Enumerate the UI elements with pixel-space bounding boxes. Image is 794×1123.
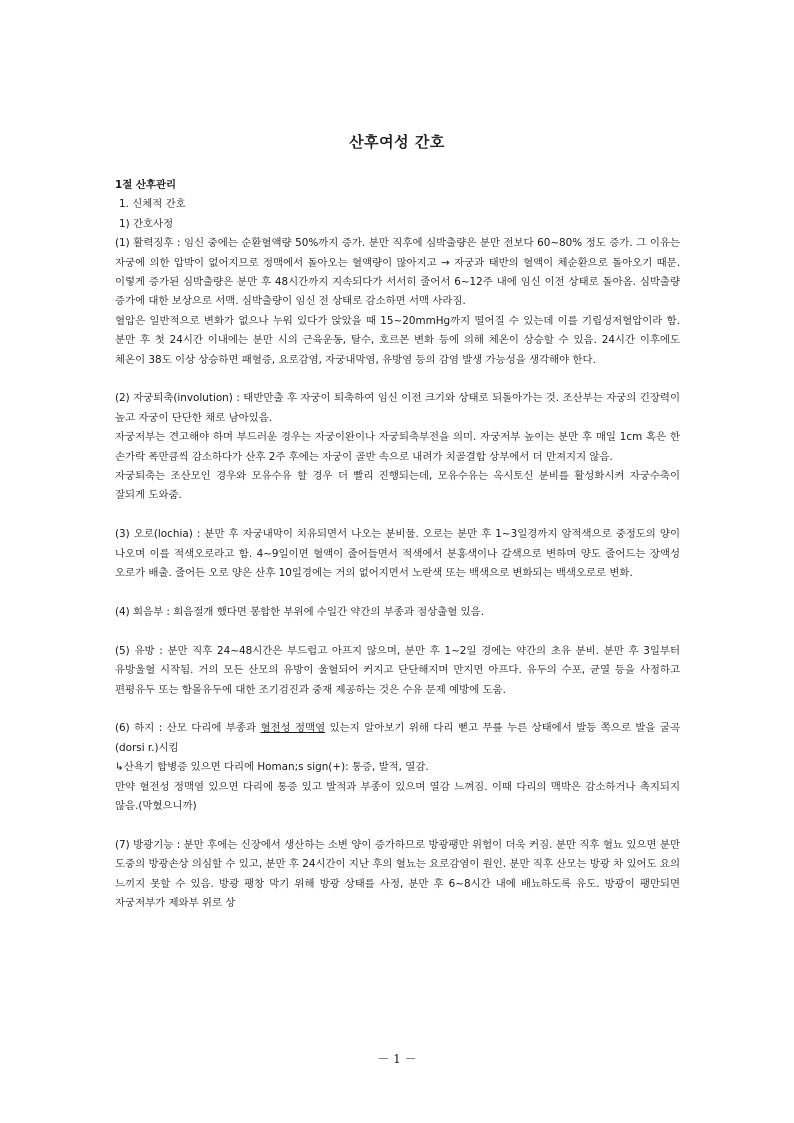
paragraph-involution: (2) 자궁퇴축(involution) : 태반만출 후 자궁이 퇴축하여 임신 이전 크기와 상태로 되돌아가는 것. 조산부는 자궁의 긴장력이 높고 자궁이 단단한 채로 남아있음. xyxy=(115,392,680,424)
paragraph-lower-extremities xyxy=(115,719,680,758)
section-heading: 1절 산후관리 xyxy=(115,179,177,191)
underlined-term: 혈전성 정맥염 xyxy=(260,722,326,735)
paragraph-breastfeeding-involution: 자궁퇴축는 조산모인 경우와 모유수유 할 경우 더 빨리 진행되는데, 모유수유는 옥시토신 분비를 활성화시켜 자궁수축이 잘되게 도와줌. xyxy=(115,470,680,502)
page-number: － 1 － xyxy=(377,1052,417,1066)
paragraph-blood-pressure: 혈압은 일반적으로 변화가 없으나 누워 있다가 앉았을 때 15~20mmHg까지 떨어질 수 있는데 이를 기립성저혈압이라 함. 분만 후 첫 24시간 이내에는 분만 시의 근육운동, 탈수, 호르몬 변화 등에 의해 체온이 상승할 수 있음. 24시간 이후에도 체온이 38도 이상 상승하면 패혈증, 요로감염, 자궁내막염, 유방염 등의 감염 발생 가능성을 생각해야 한다. xyxy=(115,314,680,366)
spacer xyxy=(115,584,680,603)
spacer xyxy=(115,506,680,525)
spacer xyxy=(115,370,680,389)
paragraph-perineum: (4) 회음부 : 회음절개 했다면 봉합한 부위에 수일간 약간의 부종과 점상출혈 있음. xyxy=(115,605,485,618)
paragraph-homans-sign: ↳산욕기 합병증 있으면 다리에 Homan;s sign(+): 통증, 발적, 열감. xyxy=(115,761,429,774)
paragraph-breast: (5) 유방 : 분만 직후 24~48시간은 부드럽고 아프지 않으며, 분만 후 1~2일 경에는 약간의 초유 분비. 분만 후 3일부터 유방울혈 시작됨. 거의 모든 산모의 유방이 울혈되어 커지고 단단해지며 만지면 아프다. 유두의 수포, 균열 등을 사정하고 편평유두 또는 함몰유두에 대한 조기검진과 중재 제공하는 것은 수유 문제 예방에 도움. xyxy=(115,644,680,696)
paragraph-fundus: 자궁저부는 견고해야 하며 부드러운 경우는 자궁이완이나 자궁퇴축부전을 의미. 자궁저부 높이는 분만 후 매일 1cm 혹은 한 손가락 폭만큼씩 감소하다가 산후 2주 후에는 자궁이 골반 속으로 내려가 치골결합 상부에서 더 만져지지 않음. xyxy=(115,431,680,463)
spacer xyxy=(115,622,680,641)
paragraph-lochia: (3) 오로(lochia) : 분만 후 자궁내막이 치유되면서 나오는 분비물. 오로는 분만 후 1~3일경까지 암적색으로 중정도의 양이 나오며 이를 적색오로라고 함. 4~9일이면 혈액이 줄어들면서 적색에서 분홍색이나 갈색으로 변하며 양도 줄어드는 장액성 오로가 배출. 줄어든 오로 양은 산후 10일경에는 거의 없어지면서 노란색 또는 백색으로 변화되는 백색오로로 변화. xyxy=(115,528,680,580)
paragraph-bladder: (7) 방광기능 : 분만 후에는 신장에서 생산하는 소변 양이 증가하므로 방광팽만 위험이 더욱 커짐. 분만 직후 혈뇨 있으면 분만 도중의 방광손상 의심할 수 있고, 분만 후 24시간이 지난 후의 혈뇨는 요로감염이 원인. 분만 직후 산모는 방광 차 있어도 요의 느끼지 못할 수 있음. 방광 팽창 막기 위해 방광 상태를 사정, 분만 후 6~8시간 내에 배뇨하도록 유도. 방광이 팽만되면 자궁저부가 제와부 위로 상 xyxy=(115,838,680,909)
subsubsection-heading: 1) 간호사정 xyxy=(119,217,174,230)
paragraph-vital-signs: (1) 활력징후 : 임신 중에는 순환혈액량 50%까지 증가. 분만 직후에 심박출량은 분만 전보다 60~80% 정도 증가. 그 이유는 자궁에 의한 압박이 없어지므로 정맥에서 돌아오는 혈액량이 많아지고 → 자궁과 태반의 혈액이 체순환으로 돌아오기 때문. 이렇게 증가된 심박출량은 분만 후 48시간까지 지속되다가 서서히 줄어서 6~12주 내에 임신 이전 상태로 돌아옴. 심박출량 증가에 대한 보상으로 서맥. 심박출량이 임신 전 상태로 감소하면 서맥 사라짐. xyxy=(115,237,680,308)
spacer xyxy=(115,700,680,719)
subsection-heading: 1. 신체적 간호 xyxy=(119,198,186,211)
paragraph-thrombophlebitis: 만약 혈전성 정맥염 있으면 다리에 통증 있고 발적과 부종이 있으며 열감 느껴짐. 이때 다리의 맥박은 감소하거나 촉지되지 않음.(막혔으니까) xyxy=(115,780,680,812)
text-run: (6) 하지 : 산모 다리에 부종과 xyxy=(115,722,261,735)
page-title: 산후여성 간호 xyxy=(349,133,445,151)
text-run: 있는지 알아보기 위해 다리 뻗고 무릎 누른 상태에서 발등 쪽으로 발을 굴곡(dorsi r.)시킴 xyxy=(115,722,680,754)
spacer xyxy=(115,816,680,835)
document-body xyxy=(115,176,680,913)
